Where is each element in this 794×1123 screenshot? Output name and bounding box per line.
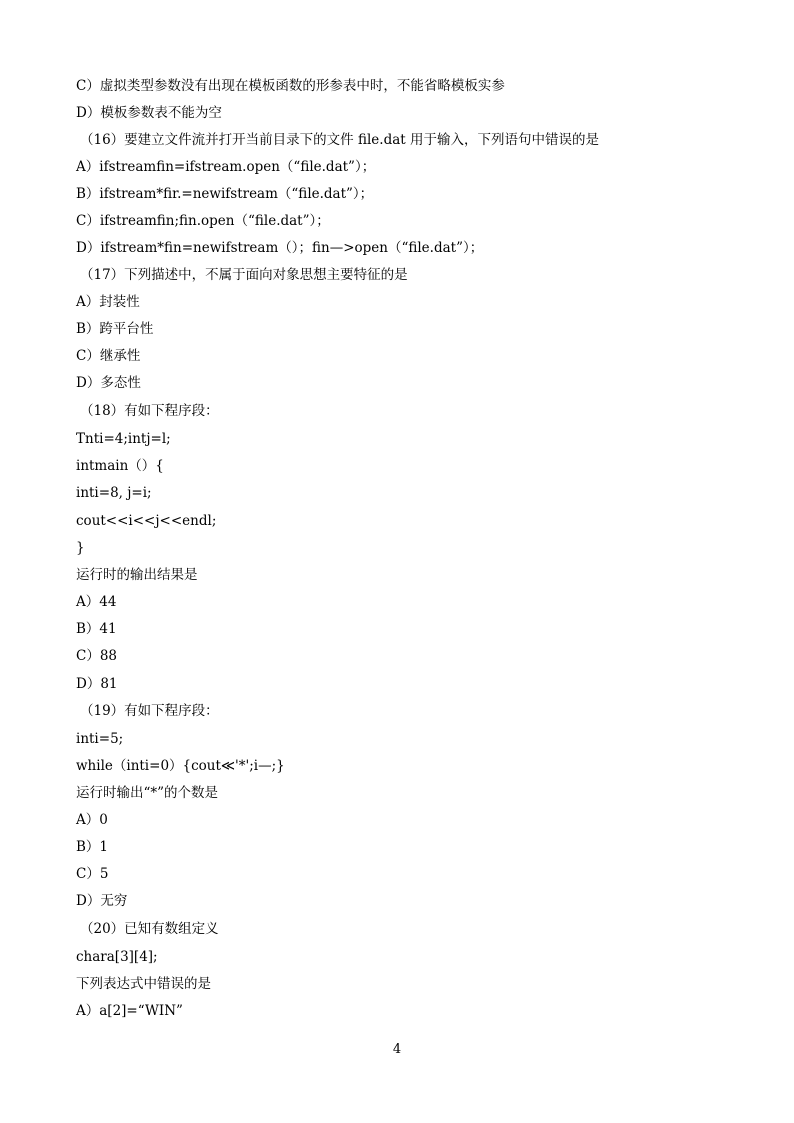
- question-18: （18）有如下程序段：: [80, 403, 219, 419]
- q18-option-c: C）88: [76, 648, 118, 664]
- q19-code-line-2: while（inti=0）{cout≪'*';i—;}: [76, 758, 285, 774]
- q17-option-a: A）封装性: [76, 294, 140, 310]
- q18-code-line-2: intmain（）{: [76, 458, 164, 474]
- question-16: （16）要建立文件流并打开当前目录下的文件 file.dat 用于输入，下列语句中错误的是: [80, 132, 599, 148]
- q19-option-a: A）0: [76, 812, 108, 828]
- q19-option-c: C）5: [76, 866, 109, 882]
- q18-option-d: D）81: [76, 676, 118, 692]
- question-19: （19）有如下程序段：: [80, 703, 219, 719]
- q20-code-line-1: chara[3][4];: [76, 949, 158, 965]
- q18-code-line-4: cout<<i<<j<<endl;: [76, 513, 217, 529]
- q18-code-line-3: inti=8, j=i;: [76, 485, 152, 501]
- q19-code-line-1: inti=5;: [76, 731, 124, 747]
- page-number: 4: [392, 1042, 402, 1057]
- q18-option-a: A）44: [76, 594, 117, 610]
- q20-option-a: A）a[2]=“WIN”: [76, 1003, 183, 1019]
- q18-prompt: 运行时的输出结果是: [76, 567, 198, 583]
- q20-prompt: 下列表达式中错误的是: [76, 976, 211, 992]
- option-c-line: C）虚拟类型参数没有出现在模板函数的形参表中时，不能省略模板实参: [76, 78, 505, 94]
- q18-code-line-1: Tnti=4;intj=l;: [76, 431, 171, 447]
- option-d-line: D）模板参数表不能为空: [76, 105, 222, 121]
- q17-option-b: B）跨平台性: [76, 321, 154, 337]
- q18-option-b: B）41: [76, 621, 117, 637]
- q16-option-c: C）ifstreamfin;fin.open（“file.dat”）；: [76, 213, 330, 229]
- q19-option-b: B）1: [76, 839, 109, 855]
- q17-option-c: C）继承性: [76, 348, 141, 364]
- question-17: （17）下列描述中，不属于面向对象思想主要特征的是: [80, 267, 408, 283]
- question-20: （20）已知有数组定义: [80, 921, 219, 937]
- q19-option-d: D）无穷: [76, 893, 128, 909]
- q16-option-b: B）ifstream*fir.=newifstream（“file.dat”）；: [76, 186, 374, 202]
- q18-code-line-5: }: [76, 540, 85, 556]
- q16-option-a: A）ifstreamfin=ifstream.open（“file.dat”）；: [76, 159, 376, 175]
- q19-prompt: 运行时输出“*”的个数是: [76, 785, 219, 801]
- q16-option-d: D）ifstream*fin=newifstream（）；fin—>open（“file.dat”）；: [76, 240, 484, 256]
- q17-option-d: D）多态性: [76, 375, 141, 391]
